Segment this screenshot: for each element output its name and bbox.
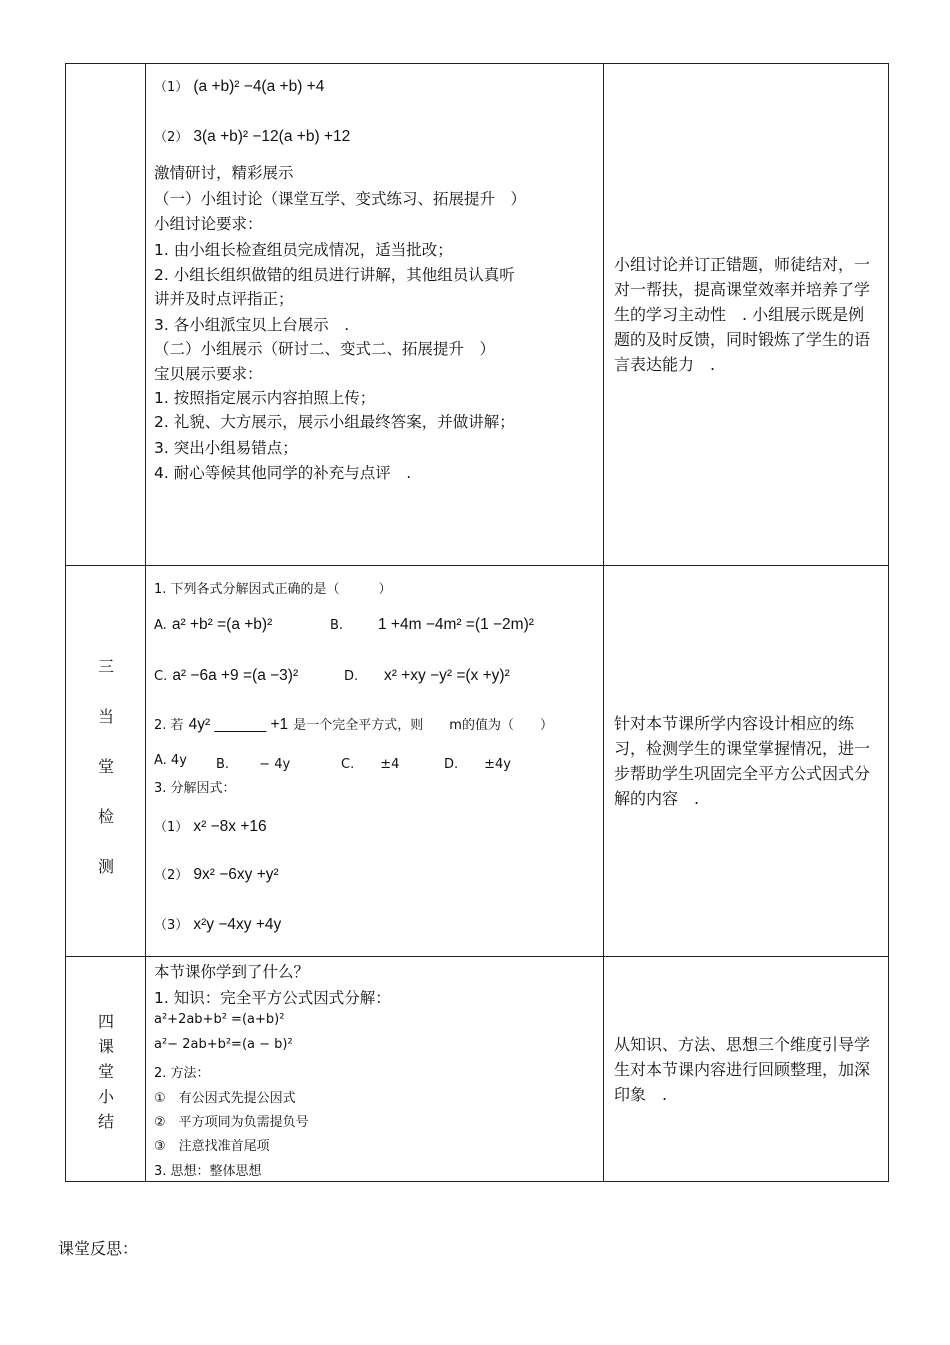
question-1-option-b-expr (378, 614, 534, 634)
teaching-note: 小组讨论并订正错题，师徒结对，一对一帮扶，提高课堂效率并培养了学生的学习主动性 . 小组展示既是例题的及时反馈，同时锻炼了学生的语言表达能力 . (614, 255, 871, 374)
method-item: ③ 注意找准首尾项 (154, 1139, 270, 1154)
summary-method: 2. 方法： (154, 1066, 210, 1081)
row1-label-cell (66, 64, 146, 566)
question-2-option-a: A. 4y (154, 753, 187, 768)
option-letter: B. (330, 618, 344, 633)
item-number: （2） (154, 868, 189, 883)
text-line: 1. 按照指定展示内容拍照上传； (154, 389, 376, 407)
row2-note-cell (604, 566, 889, 957)
text-line: 宝贝展示要求： (154, 365, 263, 383)
method-item: ① 有公因式先提公因式 (154, 1091, 296, 1106)
item-expression: x² −8x +16 (193, 818, 267, 835)
question-1-option-d-expr (384, 665, 510, 685)
text-line: 4. 耐心等候其他同学的补充与点评 . (154, 464, 412, 482)
question-2-suffix: 是一个完全平方式，则 m的值为（ ） (293, 718, 553, 733)
row3-content-cell (146, 957, 604, 1182)
text-line: 2. 礼貌、大方展示，展示小组最终答案，并做讲解； (154, 413, 515, 431)
question-2-expression: 4y² ______ +1 (188, 716, 289, 733)
section-label-char: 堂 (97, 757, 114, 776)
section-label-char: 检 (97, 807, 114, 826)
exercise-2-expression: 3(a +b)² −12(a +b) +12 (193, 128, 351, 145)
summary-thought: 3. 思想：整体思想 (154, 1164, 262, 1179)
option-expression: 1 +4m −4m² =(1 −2m)² (378, 616, 534, 633)
text-line: （二）小组展示（研讨二、变式二、拓展提升 ） (154, 340, 496, 358)
section-label-char: 测 (97, 857, 114, 876)
question-1: 1. 下列各式分解因式正确的是（ ） (154, 582, 392, 597)
question-2-option-b: B. − 4y (216, 757, 291, 772)
question-1-option-b (330, 614, 343, 633)
teaching-note: 针对本节课所学内容设计相应的练习，检测学生的课堂掌握情况，进一步帮助学生巩固完全平方公式因式分解的内容 . (614, 714, 871, 808)
item-expression: 9x² −6xy +y² (193, 866, 279, 883)
option-letter: C. (154, 669, 168, 684)
option-letter: D. (344, 669, 359, 684)
exercise-2 (154, 126, 350, 146)
row-group-discussion (66, 64, 889, 566)
text-line: 激情研讨，精彩展示 (154, 164, 294, 182)
row1-note-cell (604, 64, 889, 566)
text-line: 讲并及时点评指正； (154, 290, 294, 308)
option-expression: a² +b² =(a +b)² (171, 616, 273, 633)
row-in-class-test (66, 566, 889, 957)
item-number: （3） (154, 918, 189, 933)
question-3-item (154, 864, 279, 884)
question-1-option-a (154, 614, 272, 634)
row1-content-cell (146, 64, 604, 566)
row2-label-cell (66, 566, 146, 957)
section-label-char: 堂 (97, 1062, 114, 1081)
question-2-option-d: D. ±4y (444, 757, 511, 772)
summary-title: 本节课你学到了什么？ (154, 963, 310, 981)
item-number: （1） (154, 820, 189, 835)
exercise-1 (154, 76, 324, 96)
question-3: 3. 分解因式： (154, 781, 236, 796)
section-label-char: 四 (97, 1012, 114, 1031)
text-line: 3. 各小组派宝贝上台展示 . (154, 316, 350, 334)
row3-label-cell (66, 957, 146, 1182)
text-line: （一）小组讨论（课堂互学、变式练习、拓展提升 ） (154, 190, 527, 208)
text-line: 小组讨论要求： (154, 215, 263, 233)
option-letter: A. (154, 618, 167, 633)
question-3-item (154, 914, 281, 934)
exercise-1-expression: (a +b)² −4(a +b) +4 (193, 78, 325, 95)
formula-1: a²+2ab+b² =(a+b)² (154, 1012, 285, 1027)
section-label-char: 结 (97, 1112, 114, 1131)
question-3-item (154, 816, 267, 836)
section-label-char: 三 (97, 657, 114, 676)
class-reflection-label: 课堂反思： (58, 1239, 139, 1258)
row-summary (66, 957, 889, 1182)
section-label-char: 当 (97, 707, 114, 726)
summary-knowledge: 1. 知识：完全平方公式因式分解： (154, 989, 391, 1007)
section-label-char: 课 (97, 1037, 114, 1056)
item-expression: x²y −4xy +4y (193, 916, 282, 933)
question-2-option-c: C. ±4 (341, 757, 400, 772)
exercise-1-number: （1） (154, 80, 189, 95)
text-line: 1. 由小组长检查组员完成情况，适当批改； (154, 241, 453, 259)
row2-content-cell (146, 566, 604, 957)
section-label-char: 小 (97, 1087, 114, 1106)
lesson-table (65, 63, 889, 1182)
exercise-2-number: （2） (154, 130, 189, 145)
question-2-prefix: 2. 若 (154, 718, 184, 733)
question-2 (154, 714, 553, 734)
method-item: ② 平方项同为负需提负号 (154, 1115, 309, 1130)
question-1-option-c (154, 665, 298, 685)
formula-2: a²− 2ab+b²=(a − b)² (154, 1037, 293, 1052)
text-line: 2. 小组长组织做错的组员进行讲解，其他组员认真听 (154, 266, 515, 284)
text-line: 3. 突出小组易错点； (154, 439, 298, 457)
question-1-option-d (344, 665, 358, 684)
row3-note-cell (604, 957, 889, 1182)
teaching-note: 从知识、方法、思想三个维度引导学生对本节课内容进行回顾整理，加深印象 . (614, 1034, 871, 1104)
option-expression: a² −6a +9 =(a −3)² (172, 667, 299, 684)
option-expression: x² +xy −y² =(x +y)² (384, 667, 510, 684)
